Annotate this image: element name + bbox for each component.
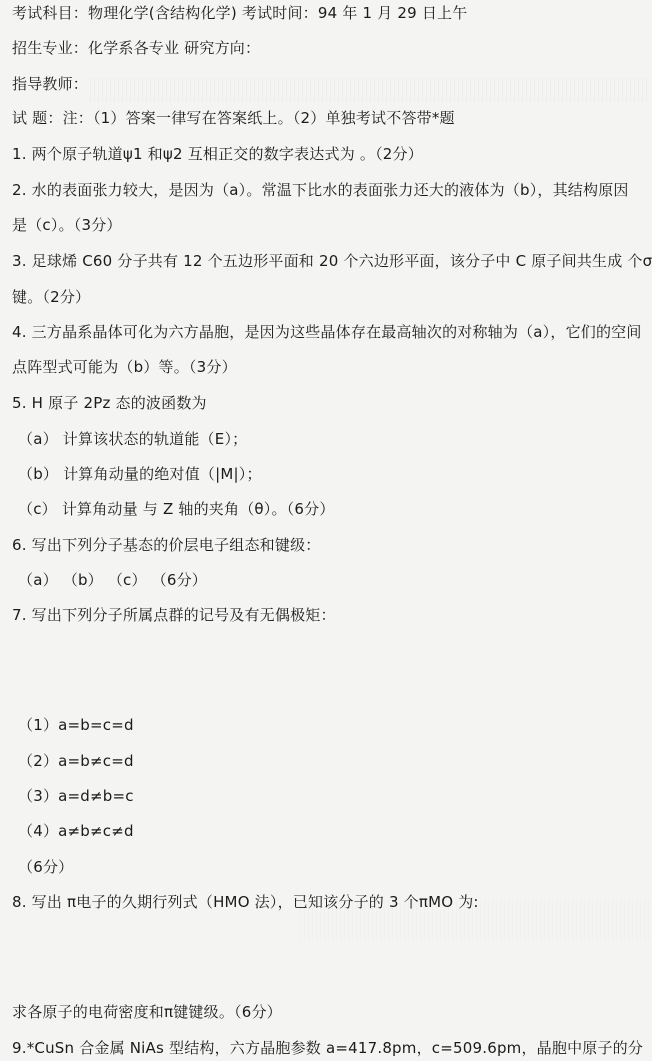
question-6-options: （a） （b） （c） （6分）	[18, 571, 208, 589]
question-1: 1. 两个原子轨道ψ1 和ψ2 互相正交的数字表达式为 。（2分）	[12, 145, 423, 163]
advisor-line: 指导教师：	[12, 75, 89, 93]
question-8: 8. 写出 π电子的久期行列式（HMO 法），已知该分子的 3 个πMO 为:	[12, 893, 479, 911]
question-7-item-1: （1）a=b=c=d	[18, 716, 134, 734]
question-2-line-2: 是（c）。（3分）	[12, 216, 122, 234]
question-5b: （b） 计算角动量的绝对值（|M|）；	[18, 465, 262, 483]
exam-subject-line: 考试科目：物理化学(含结构化学) 考试时间：94 年 1 月 29 日上午	[12, 4, 468, 22]
question-7-item-3: （3）a=d≠b=c	[18, 787, 134, 805]
major-line: 招生专业：化学系各专业 研究方向：	[12, 39, 261, 57]
question-8-line-2: 求各原子的电荷密度和π键键级。（6分）	[12, 1003, 282, 1021]
question-4-line-1: 4. 三方晶系晶体可化为六方晶胞，是因为这些晶体存在最高轴次的对称轴为（a），它们的空间	[12, 323, 642, 341]
question-5a: （a） 计算该状态的轨道能（E）；	[18, 430, 248, 448]
question-7-item-4: （4）a≠b≠c≠d	[18, 822, 134, 840]
question-3-line-2: 键。（2分）	[12, 288, 91, 306]
scan-noise	[90, 78, 650, 102]
question-7-item-2: （2）a=b≠c=d	[18, 752, 134, 770]
question-6: 6. 写出下列分子基态的价层电子组态和键级：	[12, 536, 321, 554]
question-3-line-1: 3. 足球烯 C60 分子共有 12 个五边形平面和 20 个六边形平面，该分子中 C 原子间共生成 个σ	[12, 252, 652, 270]
question-5: 5. H 原子 2Pz 态的波函数为	[12, 394, 207, 412]
question-7-points: （6分）	[18, 858, 74, 876]
instructions-line: 试 题：注：（1）答案一律写在答案纸上。（2）单独考试不答带*题	[12, 109, 455, 127]
question-2-line-1: 2. 水的表面张力较大，是因为（a）。常温下比水的表面张力还大的液体为（b），其结构原因	[12, 181, 629, 199]
question-4-line-2: 点阵型式可能为（b）等。（3分）	[12, 358, 237, 376]
question-5c: （c） 计算角动量 与 Z 轴的夹角（θ）。（6分）	[18, 500, 335, 518]
question-7: 7. 写出下列分子所属点群的记号及有无偶极矩：	[12, 606, 336, 624]
question-9: 9.*CuSn 合金属 NiAs 型结构，六方晶胞参数 a=417.8pm，c=509.6pm，晶胞中原子的分	[12, 1039, 644, 1057]
